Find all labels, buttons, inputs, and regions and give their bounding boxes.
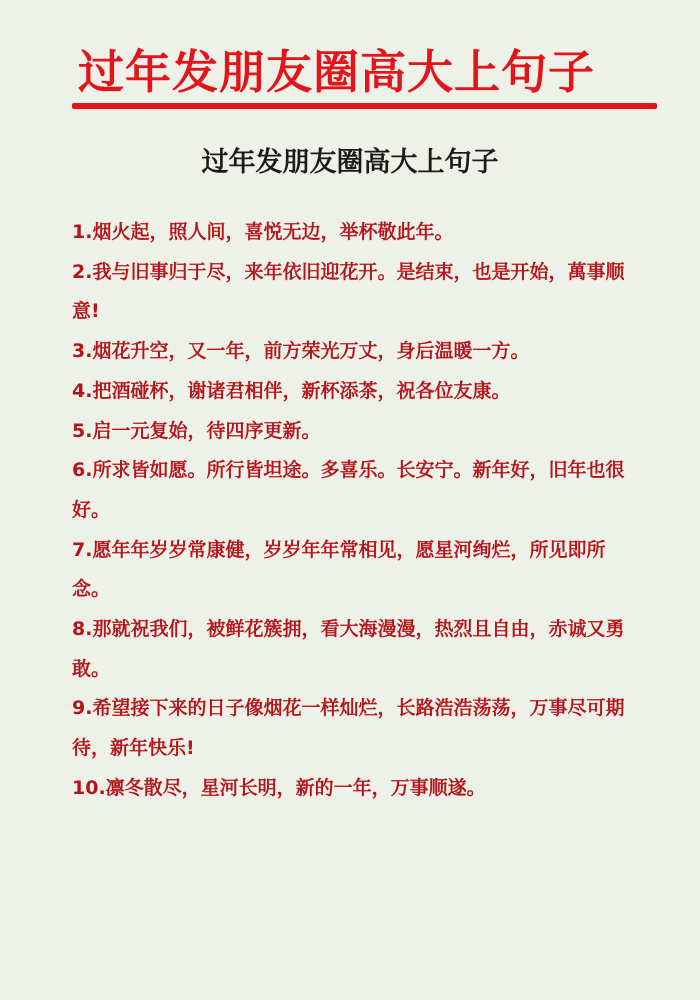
quote-item-3: 3.烟花升空，又一年，前方荣光万丈，身后温暖一方。: [72, 340, 530, 363]
quote-item-4: 4.把酒碰杯，谢诸君相伴，新杯添茶，祝各位友康。: [72, 379, 511, 402]
quote-item-7: 7.愿年年岁岁常康健，岁岁年年常相见，愿星河绚烂，所见即所念。: [72, 538, 606, 601]
quote-item-8: 8.那就祝我们，被鲜花簇拥，看大海漫漫，热烈且自由，赤诚又勇敢。: [72, 618, 625, 680]
quote-item-9: 9.希望接下来的日子像烟花一样灿烂，长路浩浩荡荡，万事尽可期待，新年快乐!: [72, 697, 625, 760]
quote-item-1: 1.烟火起，照人间，喜悦无边，举杯敬此年。: [72, 221, 454, 243]
quote-item-6: 6.所求皆如愿。所行皆坦途。多喜乐。长安宁。新年好，旧年也很好。: [72, 459, 625, 521]
quote-item-10: 10.凛冬散尽，星河长明，新的一年，万事顺遂。: [72, 776, 486, 799]
banner-underline: [72, 103, 657, 109]
page-subtitle: 过年发朋友圈高大上句子: [201, 147, 499, 178]
banner-title: 过年发朋友圈高大上句子: [78, 45, 595, 99]
quote-item-2: 2.我与旧事归于尽，来年依旧迎花开。是结束，也是开始，萬事顺意!: [72, 260, 625, 323]
quote-item-5: 5.启一元复始，待四序更新。: [72, 419, 321, 442]
quote-list: [72, 213, 642, 809]
